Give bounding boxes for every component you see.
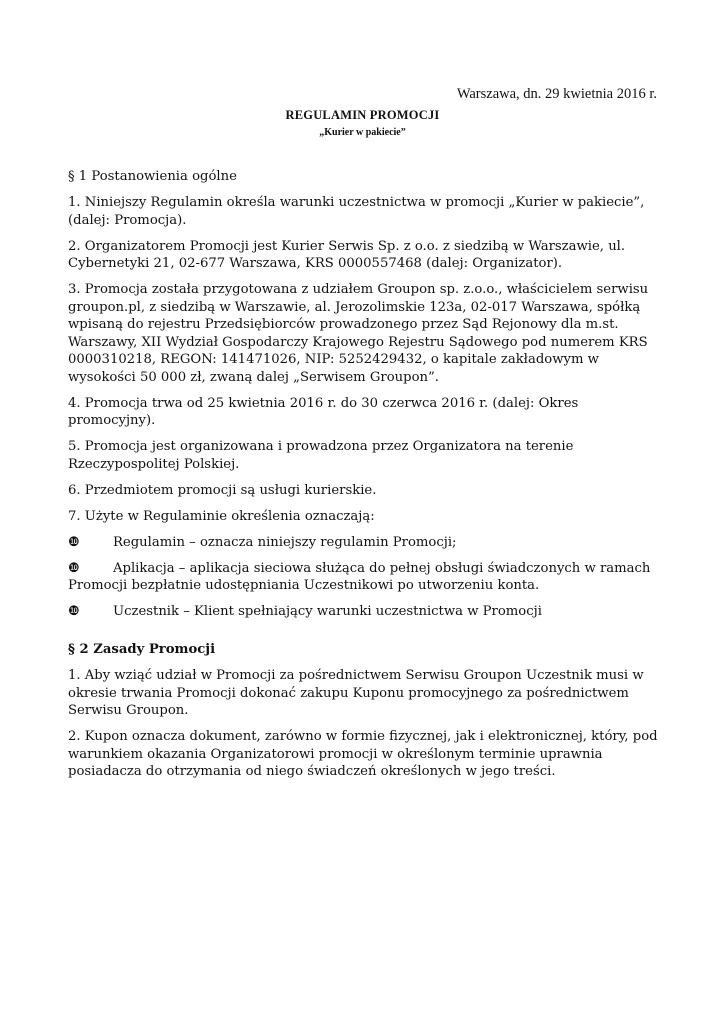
document-subtitle: „Kurier w pakiecie” — [319, 127, 406, 138]
definition-text: Uczestnik – Klient spełniający warunki uczestnictwa w Promocji — [113, 604, 542, 619]
bullet-icon: ❿ — [68, 534, 80, 550]
paragraph-2-2: 2. Kupon oznacza dokument, zarówno w formie fizycznej, jak i elektronicznej, który, pod warunkiem okazania Organizatorowi promocji w określonym terminie uprawnia posiadacza do otrzymania od niego świadczeń określonych w jego treści. — [68, 729, 658, 779]
bullet-icon: ❿ — [68, 604, 80, 619]
paragraph-1-7: 7. Użyte w Regulaminie określenia oznaczają: — [68, 508, 375, 524]
paragraph-1-6: 6. Przedmiotem promocji są usługi kurierskie. — [68, 482, 377, 498]
paragraph-2-1: 1. Aby wziąć udział w Promocji za pośrednictwem Serwisu Groupon Uczestnik musi w okresie trwania Promocji dokonać zakupu Kuponu promocyjnego za pośrednictwem Serwisu Groupon. — [68, 668, 644, 718]
bullet-icon: ❿ — [68, 560, 80, 576]
document-body — [68, 168, 668, 789]
document-title: REGULAMIN PROMOCJI — [285, 108, 440, 122]
paragraph-1-4: 4. Promocja trwa od 25 kwietnia 2016 r. do 30 czerwca 2016 r. (dalej: Okres promocyjny). — [68, 395, 579, 428]
paragraph-1-1: 1. Niniejszy Regulamin określa warunki uczestnictwa w promocji „Kurier w pakiecie”, (dalej: Promocja). — [68, 195, 645, 228]
paragraph-1-5: 5. Promocja jest organizowana i prowadzona przez Organizatora na terenie Rzeczypospolitej Polskiej. — [68, 439, 574, 472]
section-1-heading: § 1 Postanowienia ogólne — [68, 169, 237, 184]
definition-text: Aplikacja – aplikacja sieciowa służąca do pełnej obsługi świadczonych w ramach Promocji bezpłatnie udostępniania Uczestnikowi po utworzeniu konta. — [68, 560, 651, 593]
paragraph-1-2: 2. Organizatorem Promocji jest Kurier Serwis Sp. z o.o. z siedzibą w Warszawie, ul. Cybernetyki 21, 02-677 Warszawa, KRS 0000557468 (dalej: Organizator). — [68, 238, 626, 271]
paragraph-1-3: 3. Promocja została przygotowana z udziałem Groupon sp. z.o.o., właścicielem serwisu groupon.pl, z siedzibą w Warszawie, al. Jerozolimskie 123a, 02-017 Warszawa, spółką wpisaną do rejestru Przedsiębiorców prowadzonego przez Sąd Rejonowy dla m.st. Warszawy, XII Wydział Gospodarczy Krajowego Rejestru Sądowego pod numerem KRS 0000310218, REGON: 141471026, NIP: 5252429432, o kapitale zakładowym w wysokości 50 000 zł, zwaną dalej „Serwisem Groupon”. — [68, 282, 649, 385]
document-date: Warszawa, dn. 29 kwietnia 2016 r. — [456, 86, 657, 102]
definition-item — [68, 534, 668, 552]
definition-item — [68, 560, 668, 595]
section-2-heading: § 2 Zasady Promocji — [68, 642, 216, 657]
definition-item — [68, 603, 668, 621]
definition-text: Regulamin – oznacza niniejszy regulamin Promocji; — [113, 534, 457, 550]
